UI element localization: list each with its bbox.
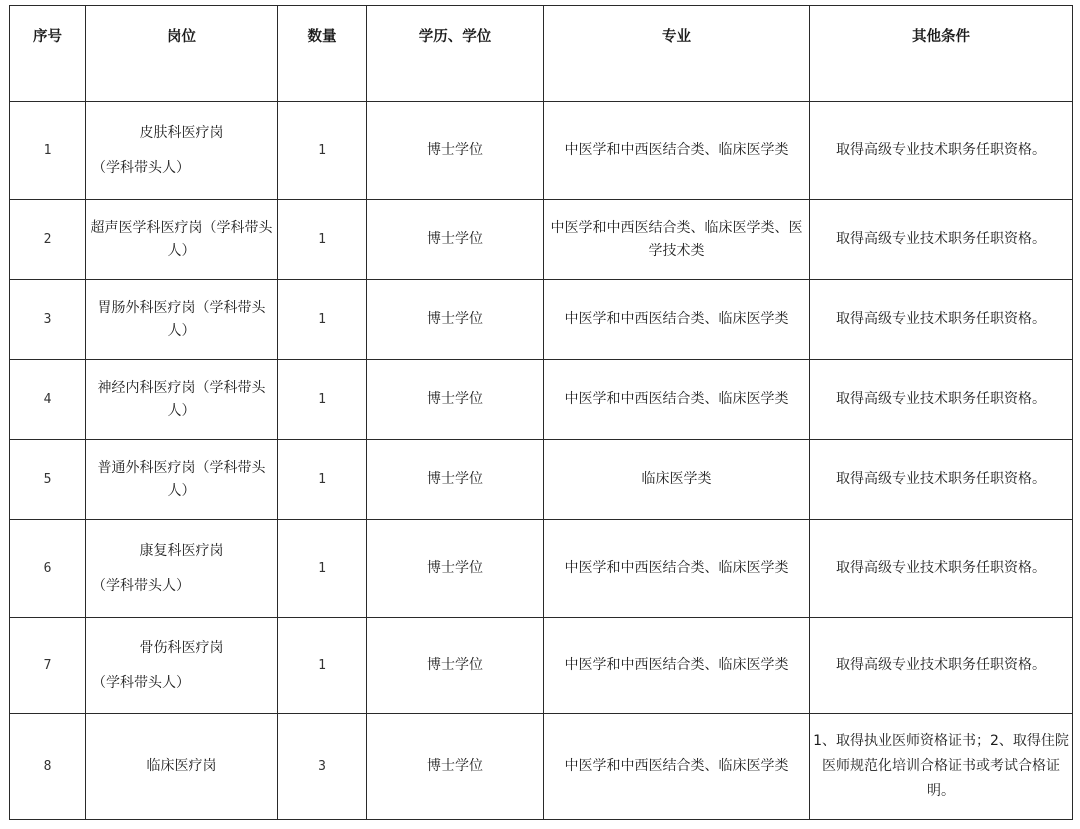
row-position (86, 200, 278, 280)
row-other: 取得高级专业技术职务任职资格。 (810, 520, 1073, 618)
row-count: 1 (278, 618, 367, 714)
position-title: 超声医学科医疗岗（学科带头人） (90, 219, 273, 259)
header-index: 序号 (10, 6, 86, 102)
row-position (86, 440, 278, 520)
row-index: 6 (10, 520, 86, 618)
table-row (10, 360, 1073, 440)
row-count: 1 (278, 520, 367, 618)
table-row (10, 280, 1073, 360)
position-note: （学科带头人） (92, 674, 190, 691)
row-major: 中医学和中西医结合类、临床医学类 (544, 520, 810, 618)
row-position (86, 280, 278, 360)
position-title: 骨伤科医疗岗 (139, 639, 224, 656)
row-position (86, 618, 278, 714)
position-title: 康复科医疗岗 (139, 542, 224, 559)
row-degree: 博士学位 (367, 520, 544, 618)
row-index: 7 (10, 618, 86, 714)
row-degree: 博士学位 (367, 714, 544, 820)
row-index: 1 (10, 102, 86, 200)
table-header-row (10, 6, 1073, 102)
row-degree: 博士学位 (367, 102, 544, 200)
row-other: 取得高级专业技术职务任职资格。 (810, 618, 1073, 714)
row-count: 3 (278, 714, 367, 820)
row-major: 临床医学类 (544, 440, 810, 520)
row-major: 中医学和中西医结合类、临床医学类 (544, 360, 810, 440)
row-other: 取得高级专业技术职务任职资格。 (810, 360, 1073, 440)
row-degree: 博士学位 (367, 200, 544, 280)
recruitment-table (9, 5, 1073, 820)
row-major: 中医学和中西医结合类、临床医学类 (544, 280, 810, 360)
row-position (86, 360, 278, 440)
row-position (86, 102, 278, 200)
position-title: 皮肤科医疗岗 (139, 124, 224, 141)
row-count: 1 (278, 200, 367, 280)
recruitment-table-container (9, 5, 1073, 820)
header-count: 数量 (278, 6, 367, 102)
row-major: 中医学和中西医结合类、临床医学类、医学技术类 (544, 200, 810, 280)
header-major: 专业 (544, 6, 810, 102)
row-major: 中医学和中西医结合类、临床医学类 (544, 714, 810, 820)
position-title: 神经内科医疗岗（学科带头人） (97, 379, 266, 419)
row-index: 4 (10, 360, 86, 440)
row-other: 取得高级专业技术职务任职资格。 (810, 200, 1073, 280)
position-title: 普通外科医疗岗（学科带头人） (97, 459, 266, 499)
row-index: 2 (10, 200, 86, 280)
position-title: 临床医疗岗 (146, 758, 217, 774)
row-position (86, 714, 278, 820)
row-degree: 博士学位 (367, 618, 544, 714)
row-major: 中医学和中西医结合类、临床医学类 (544, 618, 810, 714)
row-other: 取得高级专业技术职务任职资格。 (810, 102, 1073, 200)
row-position (86, 520, 278, 618)
row-count: 1 (278, 360, 367, 440)
row-count: 1 (278, 440, 367, 520)
table-row (10, 714, 1073, 820)
header-position: 岗位 (86, 6, 278, 102)
table-row (10, 440, 1073, 520)
row-count: 1 (278, 102, 367, 200)
table-row (10, 520, 1073, 618)
row-other: 取得高级专业技术职务任职资格。 (810, 440, 1073, 520)
row-major: 中医学和中西医结合类、临床医学类 (544, 102, 810, 200)
table-row (10, 102, 1073, 200)
header-other: 其他条件 (810, 6, 1073, 102)
row-degree: 博士学位 (367, 280, 544, 360)
row-index: 8 (10, 714, 86, 820)
position-note: （学科带头人） (92, 159, 190, 176)
row-index: 5 (10, 440, 86, 520)
table-row (10, 618, 1073, 714)
row-index: 3 (10, 280, 86, 360)
row-degree: 博士学位 (367, 360, 544, 440)
row-other: 1、取得执业医师资格证书；2、取得住院医师规范化培训合格证书或考试合格证明。 (810, 714, 1073, 820)
position-note: （学科带头人） (92, 577, 190, 594)
table-row (10, 200, 1073, 280)
row-other: 取得高级专业技术职务任职资格。 (810, 280, 1073, 360)
header-degree: 学历、学位 (367, 6, 544, 102)
position-title: 胃肠外科医疗岗（学科带头人） (97, 299, 266, 339)
row-count: 1 (278, 280, 367, 360)
row-degree: 博士学位 (367, 440, 544, 520)
